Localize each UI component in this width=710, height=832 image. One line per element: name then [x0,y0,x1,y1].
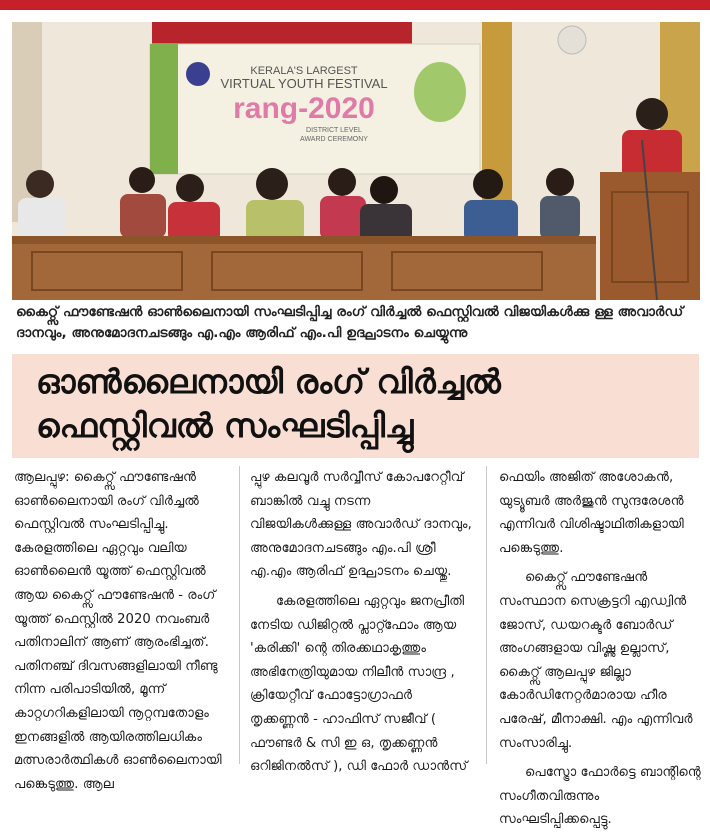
photo-caption: കൈറ്റ്സ് ഫൗണ്ടേഷൻ ഓൺലൈനായി സംഘടിപ്പിച്ച രംഗ് വിർച്ചൽ ഫെസ്റ്റിവൽ വിജയികൾക്കു ള്ള അവാർഡ് ദാനവും, അനുമോദനചടങ്ങും എ.എം ആരിഫ് എം.പി ഉദ്ഘാടനം ചെയ്യുന്നു [16,304,684,341]
article-paragraph: ആലപ്പുഴ: കൈറ്റ്സ് ഫൗണ്ടേഷൻ ഓൺലൈനായി രംഗ് വിർച്ചൽ ഫെസ്റ്റിവൽ സംഘടിപ്പിച്ചു. കേരളത്തിലെ ഏറ്റവും വലിയ ഓൺലൈൻ യൂത്ത് ഫെസ്റ്റിവൽ ആയ കൈറ്റ്സ് ഫൗണ്ടേഷൻ - രംഗ് യൂത്ത് ഫെസ്റ്റിൽ 2020 നവംബർ പതിനാലിന് ആണ് ആരംഭിച്ചത്. പതിനഞ്ച് ദിവസങ്ങളിലായി നീണ്ടു നിന്ന പരിപാടിയിൽ, മൂന്ന് കാറ്റഗറികളിലായി നൂറ്റമ്പതോളം ഇനങ്ങളിൽ ആയിരത്തിലധികം മത്സരാർത്ഥികൾ ഓൺലൈനായി പങ്കെടുത്തു. ആല [14,470,222,792]
banner-logo: rang-2020 [233,92,375,125]
column-divider [486,466,487,764]
banner-line3: DISTRICT LEVEL [306,127,362,134]
article-paragraph: ഫെയിം അജിത് അശോകൻ, യുട്യൂബർ അർജുൻ സുന്ദരേശൻ എന്നിവർ വിശിഷ്ടാഥിതികളായി പങ്കെടുത്തു. [499,470,684,556]
article-paragraph: പെസ്ട്രോ ഫോർട്ടെ ബാന്റിന്റെ സംഗീതവിരുന്നും സംഘടിപ്പിക്കപ്പെട്ടു. [499,765,701,828]
headline-line-2: ഫെസ്റ്റിവൽ സംഘടിപ്പിച്ചു [36,406,414,445]
article-column-3 [499,466,704,828]
article-body [14,466,704,828]
article-column-1 [14,466,229,792]
article-paragraph: കൈറ്റ്സ് ഫൗണ്ടേഷൻ സംസ്ഥാന സെക്രട്ടറി എഡ്വിൻ ജോസ്, ഡയറക്ടർ ബോർഡ് അംഗങ്ങളായ വിഷ്ണു ഉല്ലാസ്, കൈറ്റ്സ് ആലപ്പുഴ ജില്ലാ കോർഡിനേറ്റർമാരായ ഹീര പരേഷ്, മീനാക്ഷി. എം എന്നിവർ സംസാരിച്ചു. [499,570,693,751]
top-accent-bar [0,0,710,10]
banner-line4: AWARD CEREMONY [300,136,368,143]
headline-line-1: ഓൺലൈനായി രംഗ് വിർച്ചൽ [36,362,501,401]
article-column-2 [250,466,475,775]
article-paragraph: പ്പുഴ കലവൂർ സർവ്വീസ് കോപറേറ്റീവ് ബാങ്കിൽ വച്ചു നടന്ന വിജയികൾക്കുള്ള അവാർഡ് ദാനവും, അനുമോദനചടങ്ങും എം.പി ശ്രീ എ.എം ആരിഫ് ഉദ്ഘാടനം ചെയ്തു. [250,470,472,580]
article-paragraph: കേരളത്തിലെ ഏറ്റവും ജനപ്രീതി നേടിയ ഡിജിറ്റൽ പ്ലാറ്റ്ഫോം ആയ 'കരിക്കി' ന്റെ തിരക്കഥാകൃത്തും അഭിനേത്രിയുമായ നിലീൻ സാന്ദ്ര , ക്രിയേറ്റീവ് ഫോട്ടോഗ്രാഫർ തൃക്കണ്ണൻ - ഹാഫിസ് സജീവ് ( ഫൗണ്ടർ & സി ഇ ഒ, തൃക്കണ്ണൻ ഒറിജിനൽസ് ), ഡി ഫോർ ഡാൻസ് [250,593,468,775]
event-photo [12,22,700,300]
banner-line2: VIRTUAL YOUTH FESTIVAL [220,76,388,91]
column-divider [239,466,240,764]
banner-line1: KERALA'S LARGEST [250,65,358,77]
headline-box [12,354,699,458]
festival-banner [150,44,480,174]
